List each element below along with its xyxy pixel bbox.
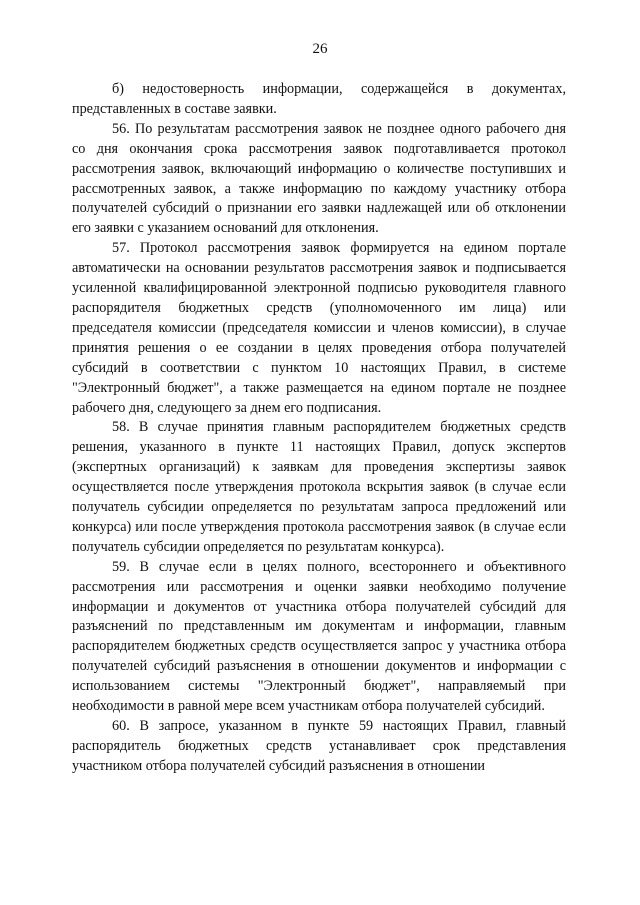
document-body [72,80,566,777]
paragraph-60: 60. В запросе, указанном в пункте 59 настоящих Правил, главный распорядитель бюджетных средств устанавливает срок представления участником отбора получателей субсидий разъяснения в отношении [72,718,566,774]
paragraph-59: 59. В случае если в целях полного, всестороннего и объективного рассмотрения или рассмотрения и оценки заявки необходимо получение информации и документов от участника отбора получателей субсидий для разъяснений по представленным им документам и информации, главным распорядителем бюджетных средств осуществляется запрос у участника отбора получателей субсидий разъяснения в отношении документов и информации с использованием системы "Электронный бюджет", направляемый при необходимости в равной мере всем участникам отбора получателей субсидий. [72,558,566,715]
paragraph-b: б) недостоверность информации, содержащейся в документах, представленных в составе заявки. [72,81,566,117]
page-number: 26 [312,41,328,57]
paragraph-58: 58. В случае принятия главным распорядителем бюджетных средств решения, указанного в пункте 11 настоящих Правил, допуск экспертов (экспертных организаций) к заявкам для проведения экспертизы заявок осуществляется после утверждения протокола вскрытия заявок (в случае если получатель субсидии определяется по результатам запроса предложений или конкурса) или после утверждения протокола рассмотрения заявок (в случае если получатель субсидии определяется по результатам конкурса). [72,419,566,555]
paragraph-57: 57. Протокол рассмотрения заявок формируется на едином портале автоматически на основании результатов рассмотрения заявок и подписывается усиленной квалифицированной электронной подписью руководителя главного распорядителя бюджетных средств (уполномоченного им лица) или председателя комиссии (председателя комиссии и членов комиссии), в случае принятия решения о ее создании в целях проведения отбора получателей субсидий в соответствии с пунктом 10 настоящих Правил, в системе "Электронный бюджет", а также размещается на едином портале не позднее рабочего дня, следующего за днем его подписания. [72,240,566,416]
paragraph-56: 56. По результатам рассмотрения заявок не позднее одного рабочего дня со дня окончания срока рассмотрения заявок подготавливается протокол рассмотрения заявок, включающий информацию о количестве поступивших и рассмотренных заявок, а также информацию по каждому участнику отбора получателей субсидий о признании его заявки надлежащей или об отклонении его заявки с указанием оснований для отклонения. [72,120,566,237]
